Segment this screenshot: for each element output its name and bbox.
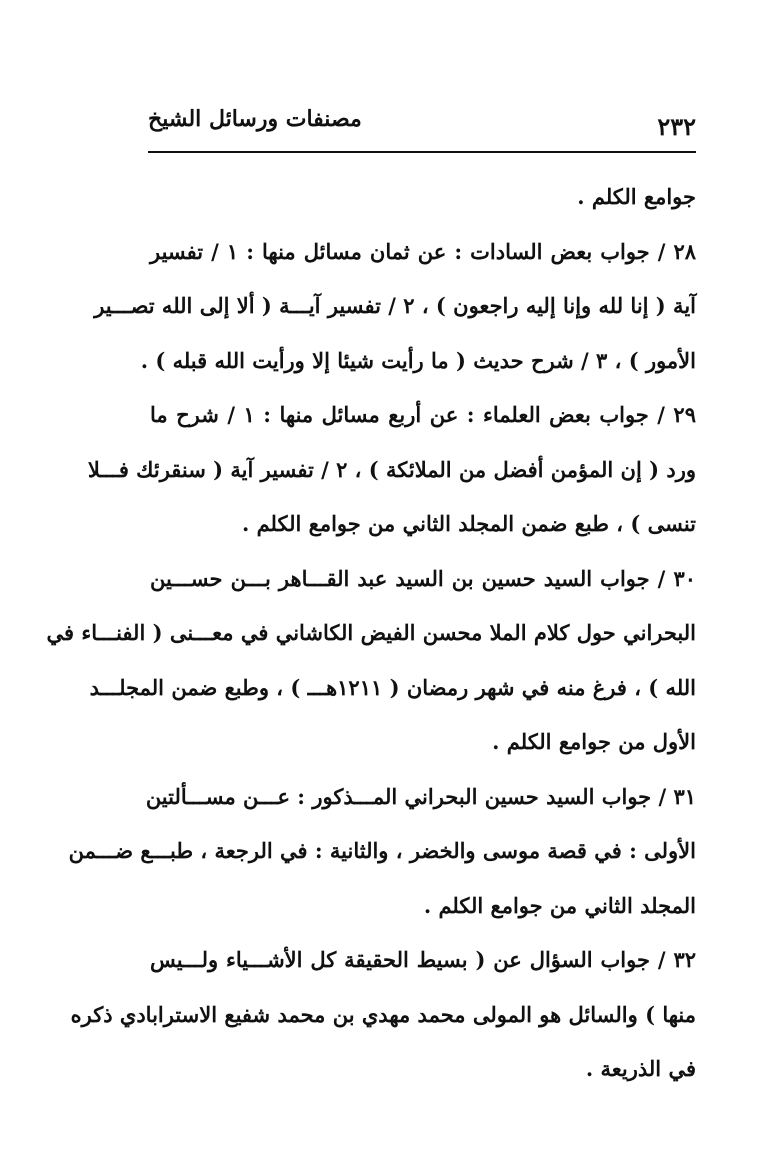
text-line: الأمور ) ، ٣ / شرح حديث ( ما رأيت شيئا إلا ورأيت الله قبله ) . — [140, 347, 696, 373]
text-line: ٢٩ / جواب بعض العلماء : عن أربع مسائل منها : ١ / شرح ما — [150, 402, 696, 427]
text-line: الأول من جوامع الكلم . — [492, 729, 696, 754]
text-line: منها ) والسائل هو المولى محمد مهدي بن محمد شفيع الاسترابادي ذكره — [70, 1001, 696, 1027]
text-line: ٣١ / جواب السيد حسين البحراني المـــذكور : عـــن مســـألتين — [145, 783, 696, 809]
text-line: ورد ( إن المؤمن أفضل من الملائكة ) ، ٢ / تفسير آية ( سنقرئك فـــلا — [87, 456, 696, 482]
text-line: الله ) ، فرغ منه في شهر رمضان ( ١٢١١هـــ ) ، وطبع ضمن المجلـــد — [89, 674, 696, 700]
text-line: جوامع الكلم . — [577, 184, 696, 209]
text-line: المجلد الثاني من جوامع الكلم . — [423, 892, 696, 918]
text-line: في الذريعة . — [585, 1056, 696, 1081]
page-header — [148, 100, 696, 148]
text-line: ٣٠ / جواب السيد حسين بن السيد عبد القـــاهر بـــن حســـين — [150, 565, 696, 591]
text-line: ٢٨ / جواب بعض السادات : عن ثمان مسائل منها : ١ / تفسير — [150, 238, 696, 264]
text-line: ٣٢ / جواب السؤال عن ( بسيط الحقيقة كل الأشـــياء ولـــيس — [150, 947, 696, 972]
text-line: تنسى ) ، طبع ضمن المجلد الثاني من جوامع الكلم . — [241, 511, 696, 536]
page-number: ٢٣٢ — [657, 112, 696, 141]
body-text — [46, 170, 696, 1097]
text-line: الأولى : في قصة موسى والخضر ، والثانية : في الرجعة ، طبـــع ضـــمن — [68, 838, 696, 863]
text-line: آية ( إنا لله وإنا إليه راجعون ) ، ٢ / تفسير آيـــة ( ألا إلى الله تصـــير — [94, 293, 696, 318]
text-line: البحراني حول كلام الملا محسن الفيض الكاشاني في معـــنى ( الفنـــاء في — [46, 620, 696, 645]
header-rule — [148, 151, 696, 153]
running-head: مصنفات ورسائل الشيخ — [148, 106, 362, 132]
